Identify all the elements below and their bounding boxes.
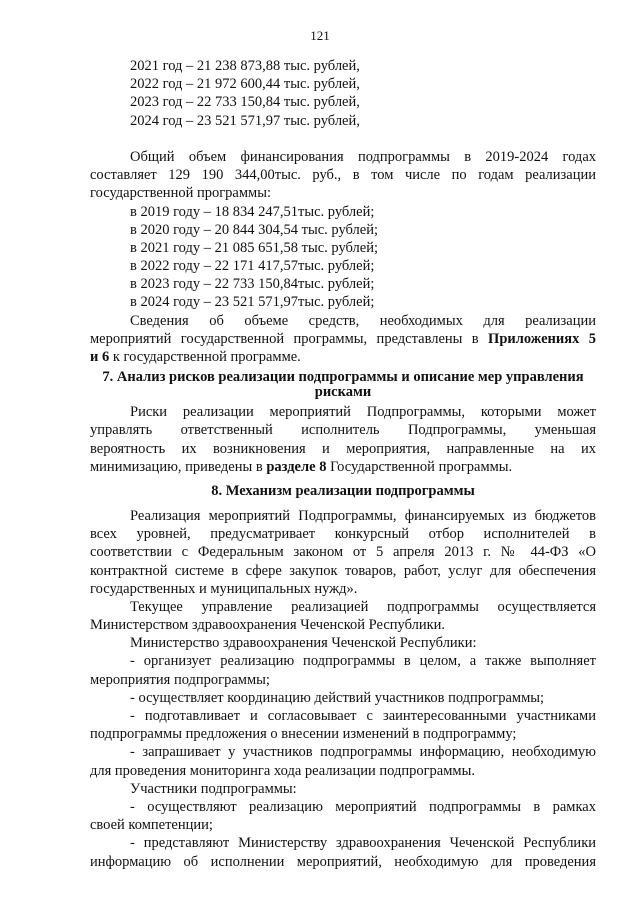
funding-list-1 bbox=[90, 57, 596, 130]
paragraph-line bbox=[90, 348, 596, 366]
paragraph-line bbox=[90, 458, 596, 476]
funding-item: в 2020 году – 20 844 304,54 тыс. рублей; bbox=[130, 221, 379, 238]
list-item-line: своей компетенции; bbox=[90, 817, 213, 834]
heading-line: рисками bbox=[314, 384, 372, 401]
appendix-reference: и 6 bbox=[90, 349, 110, 365]
paragraph-line: управлять ответственный исполнитель Подпрограммы, уменьшая bbox=[90, 422, 596, 439]
list-item-line: - подготавливает и согласовывает с заинтересованными участниками bbox=[130, 708, 596, 724]
page-number: 121 bbox=[310, 28, 330, 43]
funding-item: в 2024 году – 23 521 571,97тыс. рублей; bbox=[130, 294, 375, 311]
paragraph-line: Текущее управление реализацией подпрограммы осуществляется bbox=[130, 598, 596, 615]
funding-item: в 2022 году – 22 171 417,57тыс. рублей; bbox=[130, 258, 375, 275]
paragraph-line bbox=[90, 330, 596, 348]
paragraph-text: к государственной программе. bbox=[109, 349, 301, 365]
paragraph-line: соответствии с Федеральным законом от 5 апреля 2013 г. № 44-ФЗ «О bbox=[90, 544, 596, 561]
participants-list bbox=[90, 798, 596, 871]
participants-intro: Участники подпрограммы: bbox=[130, 780, 297, 797]
list-item-line: - запрашивает у участников подпрограммы информацию, необходимую bbox=[130, 744, 596, 761]
section-7-heading bbox=[90, 370, 596, 400]
list-item-line: мероприятия подпрограммы; bbox=[90, 671, 270, 688]
section-7-paragraph bbox=[90, 403, 596, 476]
funding-item: 2021 год – 21 238 873,88 тыс. рублей, bbox=[130, 58, 360, 74]
paragraph-line: вероятность их возникновения и мероприятия, направленные на их bbox=[90, 440, 596, 457]
funding-item: в 2019 году – 18 834 247,51тыс. рублей; bbox=[130, 203, 375, 220]
heading-line: 7. Анализ рисков реализации подпрограммы и описание мер управления bbox=[102, 369, 584, 386]
funding-item: 2024 год – 23 521 571,97 тыс. рублей, bbox=[130, 112, 360, 129]
funding-item: 2022 год – 21 972 600,44 тыс. рублей, bbox=[130, 76, 360, 93]
paragraph-line: Министерством здравоохранения Чеченской Республики. bbox=[90, 617, 446, 634]
list-item-line: - осуществляют реализацию мероприятий подпрограммы в рамках bbox=[130, 798, 596, 815]
paragraph-text: минимизацию, приведены в bbox=[90, 458, 267, 475]
section-8-heading: 8. Механизм реализации подпрограммы bbox=[211, 482, 475, 499]
section-8-paragraph-2 bbox=[90, 598, 596, 634]
document-body bbox=[90, 57, 596, 871]
list-item-line: информацию об исполнении мероприятий, необходимую для проведения bbox=[90, 853, 596, 870]
total-funding-paragraph bbox=[90, 148, 596, 203]
ministry-intro: Министерство здравоохранения Чеченской Республики: bbox=[130, 635, 477, 652]
list-item-line: - организует реализацию подпрограммы в целом, а также выполняет bbox=[130, 653, 596, 670]
paragraph-text: Государственной программы. bbox=[326, 458, 513, 475]
list-item-line: - представляют Министерству здравоохранения Чеченской Республики bbox=[130, 835, 596, 852]
paragraph-line: всех уровней, предусматривает конкурсный отбор исполнителей в bbox=[90, 526, 596, 543]
paragraph-line: составляет 129 190 344,00тыс. руб., в том числе по годам реализации bbox=[90, 167, 596, 184]
paragraph-line: государственной программы: bbox=[90, 185, 271, 202]
paragraph-line: Общий объем финансирования подпрограммы в 2019-2024 годах bbox=[130, 148, 596, 165]
funding-item: 2023 год – 22 733 150,84 тыс. рублей, bbox=[130, 94, 360, 111]
paragraph-line: государственных и муниципальных нужд». bbox=[90, 580, 358, 597]
paragraph-text: мероприятий государственной программы, представлены в bbox=[90, 330, 489, 347]
section-8-paragraph-1 bbox=[90, 507, 596, 598]
list-item-line: для проведения мониторинга хода реализации подпрограммы. bbox=[90, 762, 475, 779]
funding-list-2 bbox=[90, 203, 596, 312]
funding-item: в 2023 году – 22 733 150,84тыс. рублей; bbox=[130, 276, 375, 293]
funding-item: в 2021 году – 21 085 651,58 тыс. рублей; bbox=[130, 239, 379, 256]
paragraph-line: контрактной системе в сфере закупок товаров, работ, услуг для обеспечения bbox=[90, 562, 596, 579]
section-reference: разделе 8 bbox=[266, 458, 327, 475]
paragraph-line: Риски реализации мероприятий Подпрограммы, которыми может bbox=[130, 404, 596, 421]
spacer bbox=[90, 130, 596, 148]
paragraph-line: Реализация мероприятий Подпрограммы, финансируемых из бюджетов bbox=[130, 507, 596, 524]
appendix-reference: Приложениях 5 bbox=[488, 330, 596, 347]
list-item-line: - осуществляет координацию действий участников подпрограммы; bbox=[130, 689, 545, 706]
appendix-paragraph bbox=[90, 312, 596, 367]
ministry-list bbox=[90, 652, 596, 779]
paragraph-line: Сведения об объеме средств, необходимых для реализации bbox=[130, 312, 596, 329]
list-item-line: подпрограммы предложения о внесении изменений в подпрограмму; bbox=[90, 726, 517, 743]
